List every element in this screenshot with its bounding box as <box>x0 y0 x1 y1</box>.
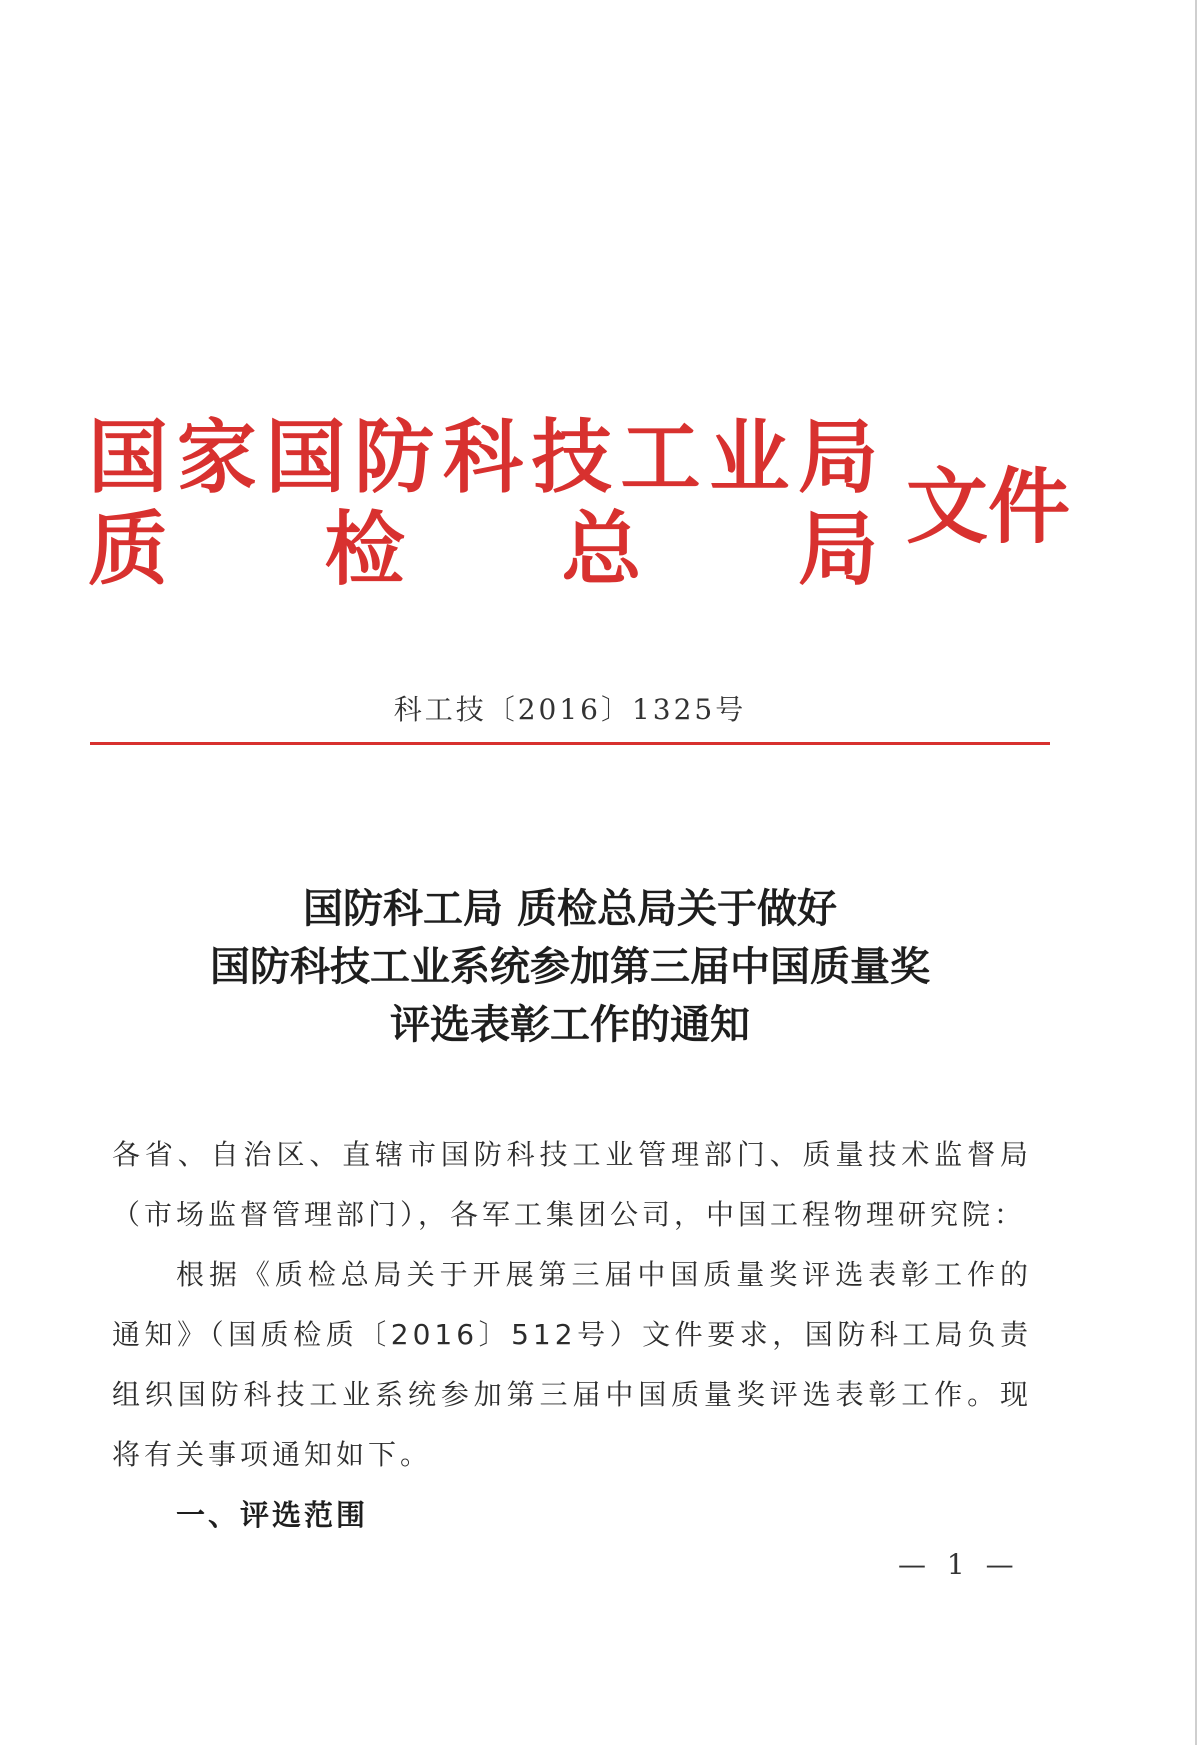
title-line-1: 国防科工局 质检总局关于做好 <box>303 885 837 932</box>
masthead-char: 工 <box>620 410 701 504</box>
masthead-char: 家 <box>176 410 257 504</box>
masthead-char: 业 <box>709 410 790 504</box>
title-line-2: 国防科技工业系统参加第三届中国质量奖 <box>210 943 930 990</box>
red-separator-line <box>90 742 1050 745</box>
masthead-char: 局 <box>797 502 878 596</box>
masthead-char: 防 <box>354 410 435 504</box>
title-line-3: 评选表彰工作的通知 <box>390 1001 750 1048</box>
document-body <box>112 1125 1032 1545</box>
red-masthead <box>88 412 1088 602</box>
masthead-char: 国 <box>88 410 168 504</box>
masthead-char: 技 <box>531 410 612 504</box>
masthead-char: 质 <box>88 502 168 596</box>
document-title <box>0 880 1140 1054</box>
masthead-line-2 <box>88 504 878 594</box>
masthead-char: 局 <box>798 410 878 504</box>
masthead-line-1 <box>88 412 878 502</box>
masthead-suffix: 文件 <box>906 459 1071 555</box>
masthead-char: 国 <box>265 410 346 504</box>
recipients-paragraph: 各省、自治区、直辖市国防科技工业管理部门、质量技术监督局（市场监督管理部门），各军工集团公司，中国工程物理研究院： <box>112 1138 1032 1231</box>
section-heading: 一、评选范围 <box>176 1498 369 1532</box>
body-paragraph: 根据《质检总局关于开展第三届中国质量奖评选表彰工作的通知》（国质检质〔2016〕512号）文件要求，国防科工局负责组织国防科技工业系统参加第三届中国质量奖评选表彰工作。现将有关事项通知如下。 <box>112 1258 1032 1471</box>
page-number: — 1 — <box>898 1548 1020 1581</box>
masthead-char: 科 <box>443 410 523 504</box>
masthead-char: 检 <box>324 502 405 596</box>
document-number: 科工技〔2016〕1325号 <box>393 693 747 726</box>
masthead-char: 总 <box>561 502 642 596</box>
